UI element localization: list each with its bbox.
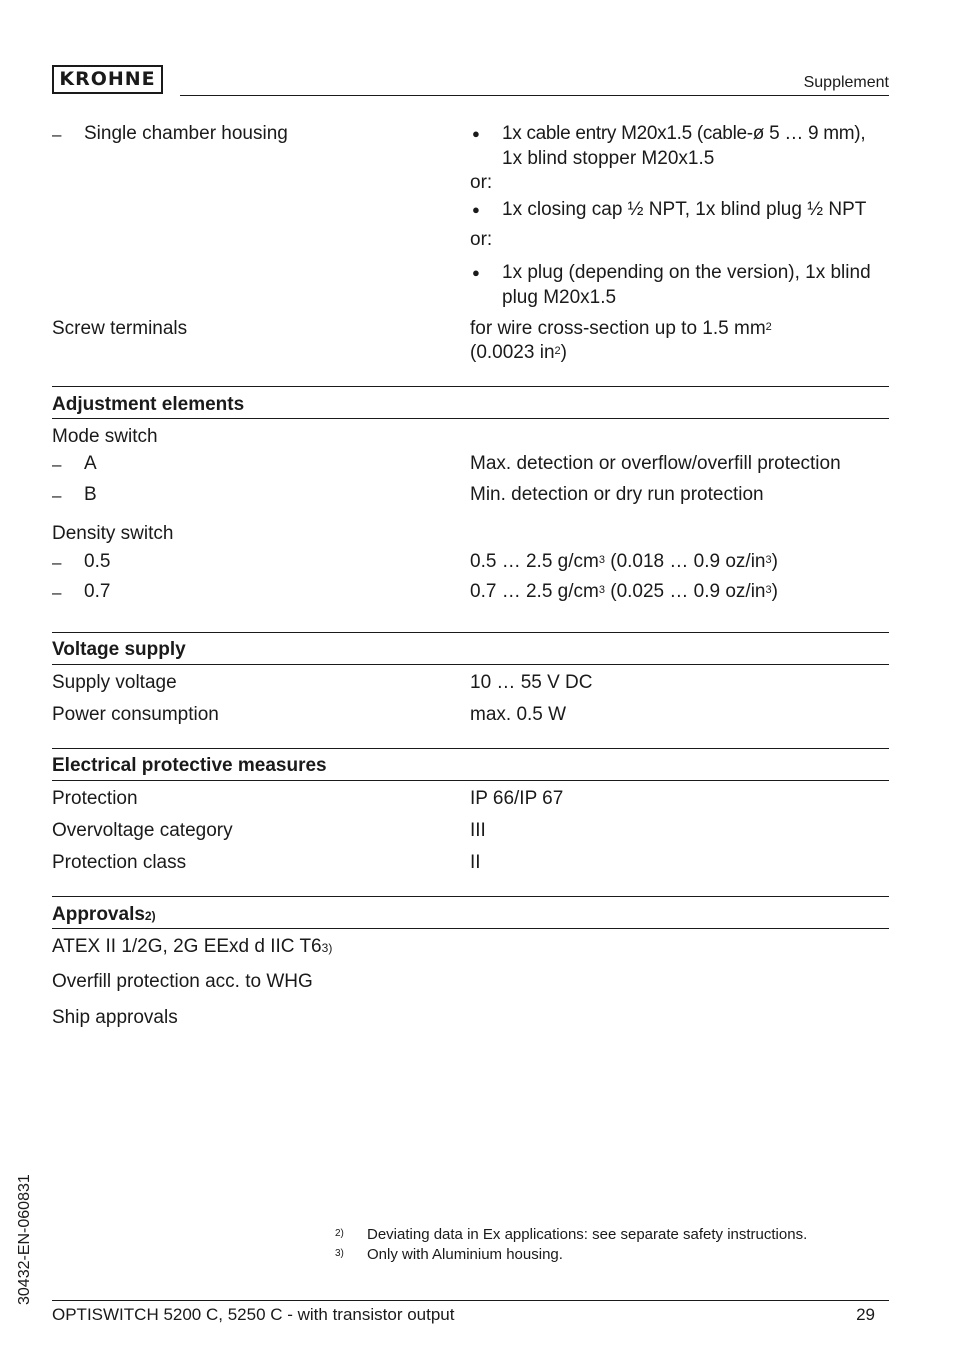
ship-approvals: Ship approvals [52,1007,178,1028]
power-consumption-value: max. 0.5 W [470,704,567,725]
protection-value: IP 66/IP 67 [470,788,564,809]
bullet-icon: ● [472,202,480,217]
density-07-value: 0.7 … 2.5 $g/cm^3$ (0.025 … 0.9 $oz/in^3$) [470,581,778,602]
housing-option1-cont: 1x blind stopper M20x1.5 [502,148,715,169]
document-code: 30432-EN-060831 [16,1174,33,1305]
protection-label: Protection [52,788,138,809]
housing-option3-cont: plug M20x1.5 [502,287,617,308]
header-section: Supplement [803,74,889,91]
density-switch-label: Density switch [52,523,174,544]
page-number: 29 [856,1305,875,1324]
section-rule [52,928,889,929]
protection-class-label: Protection class [52,852,187,873]
section-title-voltage: Voltage supply [52,639,186,660]
bullet-icon: ● [472,126,480,141]
list-dash: – [52,553,62,572]
mode-a-value: Max. detection or overflow/overfill protection [470,453,841,474]
list-dash: – [52,455,62,474]
section-title-adjustment: Adjustment elements [52,394,245,415]
list-dash: – [52,486,62,505]
mode-a-label: A [84,453,97,474]
section-rule [52,386,889,387]
mode-switch-label: Mode switch [52,426,158,447]
housing-label: Single chamber housing [84,123,288,144]
overvoltage-label: Overvoltage category [52,820,233,841]
footnote-mark: 2) [335,1228,344,1239]
bullet-icon: ● [472,265,480,280]
mode-b-label: B [84,484,97,505]
protection-class-value: II [470,852,481,873]
krohne-logo: KROHNE [52,65,163,94]
supply-voltage-value: 10 … 55 V DC [470,672,593,693]
power-consumption-label: Power consumption [52,704,219,725]
section-rule [52,896,889,897]
footnote-text: Only with Aluminium housing. [367,1246,563,1263]
density-07-label: 0.7 [84,581,111,602]
section-title-electrical: Electrical protective measures [52,755,327,776]
or-text: or: [470,229,493,250]
mode-b-value: Min. detection or dry run protection [470,484,764,505]
housing-option1: 1x cable entry M20x1.5 (cable-ø 5 … 9 mm), [502,123,866,144]
density-05-value: 0.5 … 2.5 $g/cm^3$ (0.018 … 0.9 $oz/in^3$) [470,551,778,572]
screw-terminals-value: for wire cross-section up to 1.5 $mm^2$ [470,318,772,339]
footnote-mark: 3) [335,1248,344,1259]
footer-rule [52,1300,889,1301]
section-rule [52,632,889,633]
header-rule [180,95,889,96]
footnote-text: Deviating data in Ex applications: see separate safety instructions. [367,1226,808,1243]
whg-approval: Overfill protection acc. to WHG [52,971,313,992]
footer-title: OPTISWITCH 5200 C, 5250 C - with transistor output [52,1305,455,1324]
screw-terminals-label: Screw terminals [52,318,188,339]
screw-terminals-value-imperial: (0.0023 $in^2$) [470,342,567,363]
supply-voltage-label: Supply voltage [52,672,177,693]
atex-approval: ATEX II 1/2G, 2G EExd d IIC T63) [52,936,333,957]
density-05-label: 0.5 [84,551,111,572]
section-rule [52,748,889,749]
housing-option2: 1x closing cap ½ NPT, 1x blind plug ½ NPT [502,199,867,220]
section-rule [52,780,889,781]
list-dash: – [52,583,62,602]
or-text: or: [470,172,493,193]
housing-option3: 1x plug (depending on the version), 1x blind [502,262,871,283]
section-rule [52,664,889,665]
section-title-approvals: Approvals2) [52,904,156,925]
overvoltage-value: III [470,820,486,841]
list-dash: – [52,125,62,144]
section-rule [52,418,889,419]
